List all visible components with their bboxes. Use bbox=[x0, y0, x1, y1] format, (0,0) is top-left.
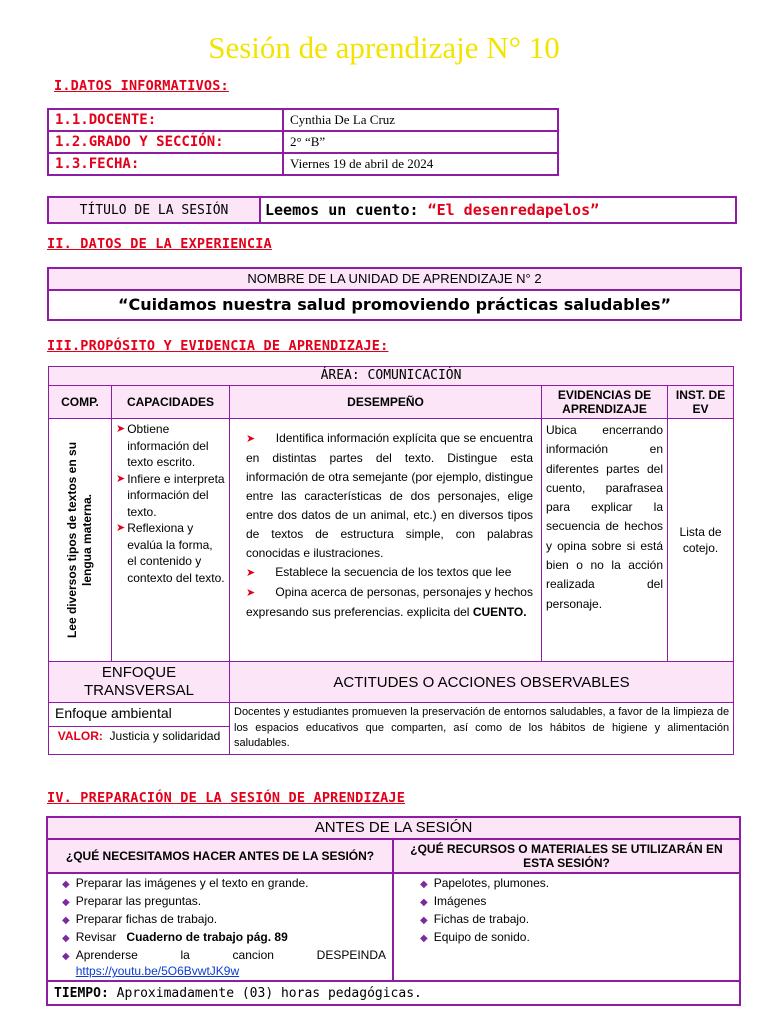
desempeno-1: ➤ Identifica información explícita que se encuentra en distintas partes del texto. Distingue esta información de otra semejante (por ejemplo, distingue entre las características de dos personajes, elige entre dos datos de un animal, etc.) en diversos tipos de textos de estructura simple, con palabras conocidas e ilustraciones. bbox=[246, 431, 533, 560]
tiempo-row bbox=[47, 981, 740, 1005]
section-preparacion: IV. PREPARACIÓN DE LA SESIÓN DE APRENDIZAJE bbox=[47, 790, 406, 806]
preparacion-table bbox=[46, 816, 741, 1006]
bullet-icon: ◆ bbox=[420, 879, 428, 890]
antes-header: ANTES DE LA SESIÓN bbox=[47, 817, 740, 839]
bullet-icon: ◆ bbox=[62, 915, 70, 926]
desempeno-header: DESEMPEÑO bbox=[230, 386, 542, 419]
capacidad-item: ➤ Infiere e interpreta información del texto. bbox=[116, 471, 225, 519]
list-item: ◆ Preparar fichas de trabajo. bbox=[62, 911, 386, 929]
unit-box bbox=[47, 267, 742, 321]
bullet-icon: ◆ bbox=[62, 897, 70, 908]
enfoque-cell bbox=[49, 703, 230, 755]
section-datos-experiencia: II. DATOS DE LA EXPERIENCIA bbox=[47, 236, 272, 252]
desempeno-cell bbox=[230, 419, 542, 662]
session-title-label: TÍTULO DE LA SESIÓN bbox=[49, 198, 261, 222]
list-item: ◆ Preparar las imágenes y el texto en grande. bbox=[62, 875, 386, 893]
list-item: ◆ Imágenes bbox=[420, 893, 733, 911]
capacidad-item: ➤ Reflexiona y evalúa la forma, el contenido y contexto del texto. bbox=[116, 521, 225, 585]
proposito-table bbox=[48, 366, 734, 755]
list-item: ◆ Revisar Cuaderno de trabajo pág. 89 bbox=[62, 929, 386, 947]
session-title-value bbox=[261, 198, 599, 222]
desempeno-3: ➤ Opina acerca de personas, personajes y hechos expresando sus preferencias. explicita del CUENTO. bbox=[246, 585, 533, 619]
comp-header: COMP. bbox=[49, 386, 112, 419]
section-datos-informativos: I.DATOS INFORMATIVOS: bbox=[54, 78, 229, 94]
arrow-icon: ➤ bbox=[246, 567, 256, 579]
list-item: ◆ Fichas de trabajo. bbox=[420, 911, 733, 929]
arrow-icon: ➤ bbox=[116, 472, 126, 485]
tiempo-value: Aproximadamente (03) horas pedagógicas. bbox=[116, 985, 422, 1001]
enfoque-header: ENFOQUE TRANSVERSAL bbox=[49, 662, 230, 703]
list-item: ◆ Equipo de sonido. bbox=[420, 929, 733, 947]
session-title-prefix: Leemos un cuento: bbox=[265, 201, 419, 219]
bullet-icon: ◆ bbox=[62, 951, 70, 962]
session-title-box bbox=[47, 196, 737, 224]
capacidades-cell bbox=[112, 419, 230, 662]
evidencias-header: EVIDENCIAS DE APRENDIZAJE bbox=[542, 386, 668, 419]
enfoque-value: Enfoque ambiental bbox=[49, 703, 229, 727]
competencia-text: Lee diversos tipos de textos en su lengua materna. bbox=[65, 441, 94, 639]
capacidades-header: CAPACIDADES bbox=[112, 386, 230, 419]
arrow-icon: ➤ bbox=[116, 423, 126, 435]
arrow-icon: ➤ bbox=[246, 587, 256, 599]
grado-value: 2° “B” bbox=[283, 131, 558, 153]
recursos-col-header: ¿QUÉ RECURSOS O MATERIALES SE UTILIZARÁN EN ESTA SESIÓN? bbox=[393, 839, 740, 873]
unit-label: NOMBRE DE LA UNIDAD DE APRENDIZAJE N° 2 bbox=[49, 269, 740, 291]
capacidad-item: ➤ Obtiene información del texto escrito. bbox=[116, 422, 209, 469]
bullet-icon: ◆ bbox=[420, 933, 428, 944]
fecha-label: 1.3.FECHA: bbox=[48, 153, 283, 175]
bullet-icon: ◆ bbox=[420, 915, 428, 926]
instrumento-cell: Lista de cotejo. bbox=[668, 419, 734, 662]
area-header: ÁREA: COMUNICACIÓN bbox=[49, 367, 734, 386]
evidencia-cell: Ubica encerrando información en diferentes partes del cuento, parafrasea para explicar la secuencia de hechos y opina sobre si está bien o no la acción realizada del personaje. bbox=[542, 419, 668, 662]
unit-name: “Cuidamos nuestra salud promoviendo prácticas saludables” bbox=[118, 295, 671, 314]
fecha-value: Viernes 19 de abril de 2024 bbox=[283, 153, 558, 175]
grado-label: 1.2.GRADO Y SECCIÓN: bbox=[48, 131, 283, 153]
list-item: ◆ Papelotes, plumones. bbox=[420, 875, 733, 893]
actitudes-text: Docentes y estudiantes promueven la preservación de entornos saludables, a favor de la limpieza de los espacios educativos que comparten, así como de los hábitos de higiene y alimentación saludables. bbox=[230, 703, 734, 755]
list-item: ◆ Preparar las preguntas. bbox=[62, 893, 386, 911]
docente-label: 1.1.DOCENTE: bbox=[48, 109, 283, 131]
bullet-icon: ◆ bbox=[420, 897, 428, 908]
section-proposito: III.PROPÓSITO Y EVIDENCIA DE APRENDIZAJE: bbox=[47, 338, 389, 354]
valor: VALOR: Justicia y solidaridad bbox=[57, 729, 221, 743]
tiempo-label: TIEMPO: bbox=[54, 985, 109, 1001]
antes-col-header: ¿QUÉ NECESITAMOS HACER ANTES DE LA SESIÓN? bbox=[47, 839, 393, 873]
inst-header: INST. DE EV bbox=[668, 386, 734, 419]
actitudes-header: ACTITUDES O ACCIONES OBSERVABLES bbox=[230, 662, 734, 703]
arrow-icon: ➤ bbox=[246, 433, 256, 445]
recursos-list bbox=[393, 873, 740, 981]
session-title: Sesión de aprendizaje N° 10 bbox=[208, 30, 560, 65]
docente-value: Cynthia De La Cruz bbox=[283, 109, 558, 131]
desempeno-2: ➤ Establece la secuencia de los textos que lee bbox=[246, 565, 512, 579]
arrow-icon: ➤ bbox=[116, 522, 126, 534]
competencia-cell bbox=[49, 419, 112, 662]
bullet-icon: ◆ bbox=[62, 879, 70, 890]
list-item: ◆ Aprenderse la cancion DESPEINDA https://youtu.be/5O6BvwtJK9w bbox=[62, 948, 386, 978]
session-title-quote: “El desenredapelos” bbox=[427, 201, 600, 219]
bullet-icon: ◆ bbox=[62, 933, 70, 944]
antes-list bbox=[47, 873, 393, 981]
info-table bbox=[47, 108, 559, 176]
song-link[interactable]: https://youtu.be/5O6BvwtJK9w bbox=[75, 964, 240, 978]
